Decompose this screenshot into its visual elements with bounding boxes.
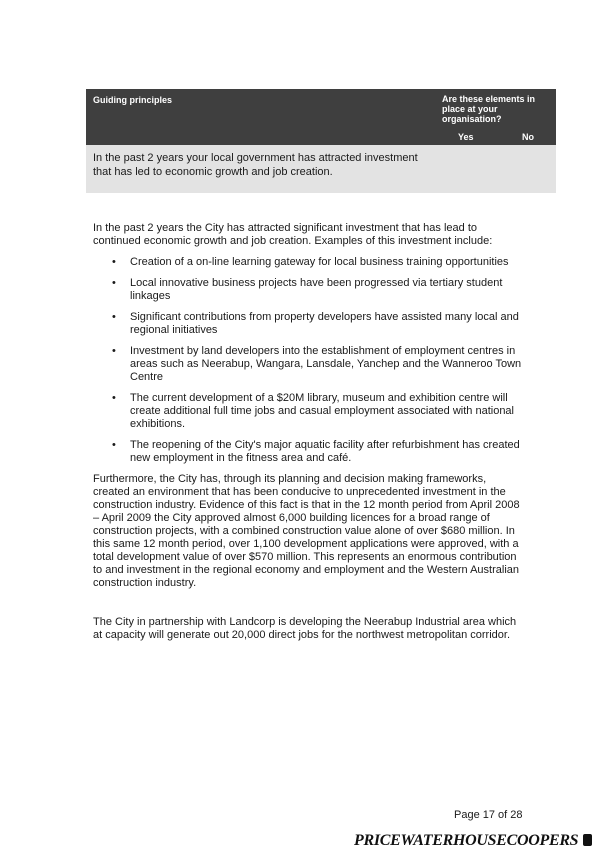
bullet-icon: • [112, 392, 116, 404]
guiding-principles-table [86, 89, 556, 193]
logo-text: PRICEWATERHOUSECOOPERS [354, 832, 579, 849]
list-item [93, 392, 523, 431]
table-header [86, 89, 556, 145]
document-body [93, 222, 523, 642]
list-item [93, 277, 523, 303]
list-item [93, 311, 523, 337]
list-item [93, 256, 523, 269]
pwc-logo [354, 832, 592, 850]
table-row-text: In the past 2 years your local government has attracted investment that has led to economic growth and job creation. [93, 152, 418, 178]
list-item-text: Creation of a on-line learning gateway for local business training opportunities [130, 256, 509, 268]
bullet-icon: • [112, 277, 116, 289]
page-number: Page 17 of 28 [454, 809, 523, 821]
investment-list [93, 256, 523, 465]
bullet-icon: • [112, 345, 116, 357]
list-item-text: Investment by land developers into the establishment of employment centres in areas such as Neerabup, Wangara, Lansdale, Yanchep and the Wanneroo Town Centre [130, 345, 522, 383]
list-item-text: Significant contributions from property developers have assisted many local and regional initiatives [130, 311, 519, 336]
header-yes: Yes [458, 132, 474, 142]
bullet-icon: • [112, 439, 116, 451]
logo-mark-icon [583, 834, 592, 846]
list-item-text: Local innovative business projects have been progressed via tertiary student linkages [130, 277, 503, 302]
bullet-icon: • [112, 256, 116, 268]
list-item-text: The reopening of the City's major aquatic facility after refurbishment has created new employment in the fitness area and café. [130, 439, 520, 464]
bullet-icon: • [112, 311, 116, 323]
header-guiding-principles: Guiding principles [93, 95, 173, 105]
table-row [86, 145, 556, 193]
list-item [93, 439, 523, 465]
intro-paragraph: In the past 2 years the City has attracted significant investment that has lead to continued economic growth and job creation. Examples of this investment include: [93, 222, 493, 247]
header-in-place-question: Are these elements in place at your organisation? [442, 94, 536, 124]
neerabup-paragraph: The City in partnership with Landcorp is developing the Neerabup Industrial area which at capacity will generate out 20,000 direct jobs for the northwest metropolitan corridor. [93, 616, 517, 641]
list-item [93, 345, 523, 384]
list-item-text: The current development of a $20M library, museum and exhibition centre will create additional full time jobs and casual employment associated with national exhibitions. [130, 392, 514, 430]
construction-paragraph: Furthermore, the City has, through its planning and decision making frameworks, created an environment that has been conducive to unprecedented investment in the construction industry. Evidence of this fact is that in the 12 month period from April 2008 – April 2009 the City approved almost 6,000 building licences for a broad range of construction projects, with a combined construction value alone of over $680 million. In this same 12 month period, over 1,100 development applications were approved, with a total development value of over $570 million. This represents an enormous contribution to and investment in the regional economy and employment and the Western Australian construction industry. [93, 473, 520, 589]
header-no: No [522, 132, 534, 142]
